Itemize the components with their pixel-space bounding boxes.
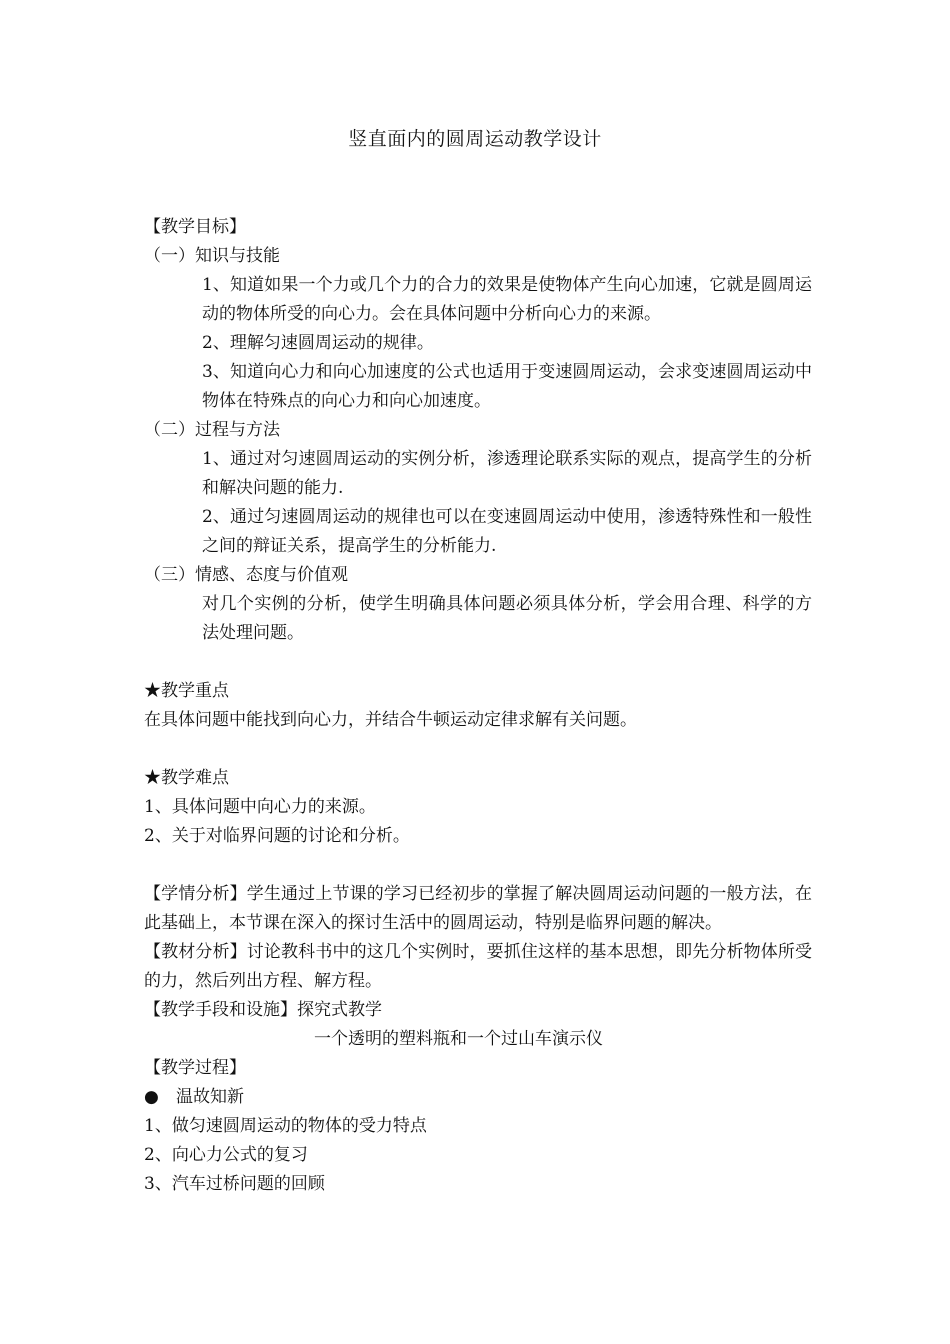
bullet-icon: ● [144,1087,159,1107]
review-item-1: 1、做匀速圆周运动的物体的受力特点 [144,1116,427,1136]
review-bullet-item [144,1083,812,1112]
process-item-1: 1、通过对匀速圆周运动的实例分析，渗透理论联系实际的观点，提高学生的分析和解决问题的能力. [202,449,812,498]
knowledge-item-1: 1、知道如果一个力或几个力的合力的效果是使物体产生向心加速，它就是圆周运动的物体所受的向心力。会在具体问题中分析向心力的来源。 [202,275,812,324]
document-body [144,213,812,1199]
student-analysis: 【学情分析】学生通过上节课的学习已经初步的掌握了解决圆周运动问题的一般方法，在此基础上，本节课在深入的探讨生活中的圆周运动，特别是临界问题的解决。 [144,884,812,933]
spacer [144,735,812,764]
attitude-item-1: 对几个实例的分析，使学生明确具体问题必须具体分析，学会用合理、科学的方法处理问题。 [202,594,812,643]
means-line-1: 【教学手段和设施】探究式教学 [144,1000,382,1020]
spacer [144,851,812,880]
textbook-analysis: 【教材分析】讨论教科书中的这几个实例时，要抓住这样的基本思想，即先分析物体所受的力，然后列出方程、解方程。 [144,942,812,991]
process-heading: （二）过程与方法 [144,420,280,440]
review-item-2: 2、向心力公式的复习 [144,1145,308,1165]
key-points-heading: ★教学重点 [144,681,229,701]
means-line-2: 一个透明的塑料瓶和一个过山车演示仪 [314,1029,603,1049]
teaching-process-heading: 【教学过程】 [144,1058,246,1078]
knowledge-heading: （一）知识与技能 [144,246,280,266]
objectives-heading: 【教学目标】 [144,217,246,237]
knowledge-item-2: 2、理解匀速圆周运动的规律。 [202,333,434,353]
review-bullet-text: 温故知新 [176,1087,244,1107]
difficulty-item-1: 1、具体问题中向心力的来源。 [144,797,376,817]
review-item-3: 3、汽车过桥问题的回顾 [144,1174,325,1194]
document-title: 竖直面内的圆周运动教学设计 [348,128,602,150]
knowledge-item-3: 3、知道向心力和向心加速度的公式也适用于变速圆周运动，会求变速圆周运动中物体在特殊点的向心力和向心加速度。 [202,362,812,411]
process-item-2: 2、通过匀速圆周运动的规律也可以在变速圆周运动中使用，渗透特殊性和一般性之间的辩证关系，提高学生的分析能力. [202,507,812,556]
difficulty-item-2: 2、关于对临界问题的讨论和分析。 [144,826,410,846]
difficulties-heading: ★教学难点 [144,768,229,788]
spacer [144,648,812,677]
attitude-heading: （三）情感、态度与价值观 [144,565,348,585]
key-points-text: 在具体问题中能找到向心力，并结合牛顿运动定律求解有关问题。 [144,710,637,730]
